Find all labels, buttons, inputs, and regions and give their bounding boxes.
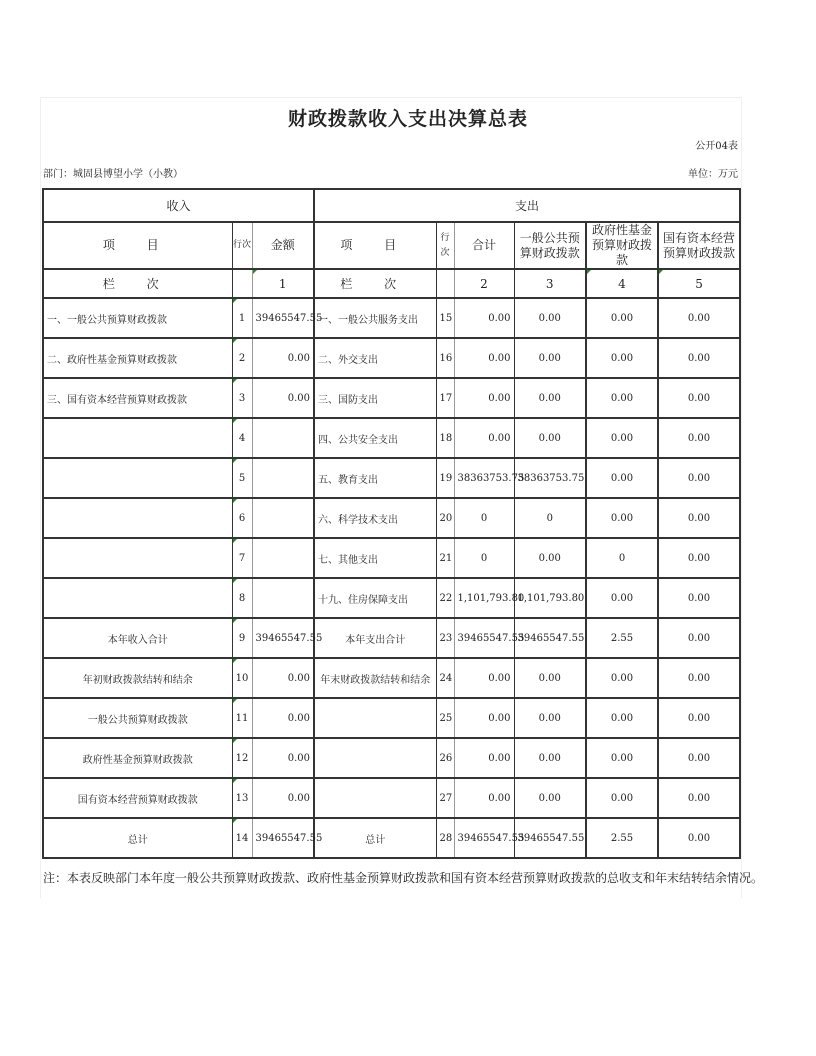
expense-general-budget: 38363753.75 — [514, 458, 586, 498]
income-item: 本年收入合计 — [43, 618, 232, 658]
expense-total: 0.00 — [454, 658, 514, 698]
expense-row-number: 15 — [436, 298, 454, 338]
income-row-number: 9 — [232, 618, 252, 658]
income-row-number: 14 — [232, 818, 252, 858]
income-item-header: 项 目 — [43, 222, 232, 269]
expense-item: 总计 — [314, 818, 436, 858]
expense-total: 38363753.75 — [454, 458, 514, 498]
income-item: 总计 — [43, 818, 232, 858]
expense-item: 六、科学技术支出 — [314, 498, 436, 538]
income-item — [43, 498, 232, 538]
expense-general-budget: 0.00 — [514, 658, 586, 698]
expense-gov-fund: 0.00 — [586, 578, 658, 618]
page-title: 财政拨款收入支出决算总表 — [287, 108, 528, 130]
expense-general-budget: 39465547.55 — [514, 818, 586, 858]
expense-row-number: 26 — [436, 738, 454, 778]
expense-item: 年末财政拨款结转和结余 — [314, 658, 436, 698]
expense-column-label: 栏 次 — [314, 269, 436, 298]
table-row — [43, 698, 740, 738]
income-amount — [252, 458, 314, 498]
expense-row-number: 24 — [436, 658, 454, 698]
table-row — [43, 498, 740, 538]
expense-state-capital: 0.00 — [658, 578, 740, 618]
expense-state-capital: 0.00 — [658, 818, 740, 858]
expense-general-budget: 0.00 — [514, 738, 586, 778]
expense-gov-fund: 0.00 — [586, 338, 658, 378]
table-row — [43, 338, 740, 378]
department-label: 部门：城固县博望小学（小教） — [43, 169, 183, 180]
column-number-row — [43, 269, 740, 298]
income-item — [43, 578, 232, 618]
expense-total: 39465547.55 — [454, 818, 514, 858]
income-row-number: 10 — [232, 658, 252, 698]
expense-item: 二、外交支出 — [314, 338, 436, 378]
income-item: 国有资本经营预算财政拨款 — [43, 778, 232, 818]
col-num-2: 2 — [454, 269, 514, 298]
income-amount: 0.00 — [252, 698, 314, 738]
expense-item — [314, 738, 436, 778]
expense-general-budget: 1,101,793.80 — [514, 578, 586, 618]
income-amount: 39465547.55 — [252, 818, 314, 858]
expense-state-capital: 0.00 — [658, 298, 740, 338]
expense-gov-fund: 0.00 — [586, 498, 658, 538]
expense-row-number: 22 — [436, 578, 454, 618]
expense-row-number: 17 — [436, 378, 454, 418]
income-row-number: 2 — [232, 338, 252, 378]
income-row-number: 5 — [232, 458, 252, 498]
income-amount: 0.00 — [252, 738, 314, 778]
expense-general-budget: 39465547.55 — [514, 618, 586, 658]
expense-gov-fund: 0.00 — [586, 778, 658, 818]
income-amount: 0.00 — [252, 778, 314, 818]
section-header-row — [43, 189, 740, 222]
expense-total: 0 — [454, 498, 514, 538]
income-item — [43, 538, 232, 578]
table-row — [43, 418, 740, 458]
expense-total: 0 — [454, 538, 514, 578]
income-item: 年初财政拨款结转和结余 — [43, 658, 232, 698]
income-amount: 0.00 — [252, 338, 314, 378]
expense-item-header: 项 目 — [314, 222, 436, 269]
table-row — [43, 458, 740, 498]
gov-fund-header: 政府性基金预算财政拨款 — [586, 222, 658, 269]
expense-rowno-blank — [436, 269, 454, 298]
income-row-number: 12 — [232, 738, 252, 778]
income-row-number: 11 — [232, 698, 252, 738]
expense-general-budget: 0.00 — [514, 778, 586, 818]
expense-total: 0.00 — [454, 778, 514, 818]
expense-gov-fund: 0.00 — [586, 458, 658, 498]
expense-total: 0.00 — [454, 338, 514, 378]
income-item: 三、国有资本经营预算财政拨款 — [43, 378, 232, 418]
expense-state-capital: 0.00 — [658, 458, 740, 498]
footnote: 注：本表反映部门本年度一般公共预算财政拨款、政府性基金预算财政拨款和国有资本经营预算财政拨款的总收支和年末结转结余情况。 — [43, 871, 764, 885]
expense-rowno-header: 行次 — [436, 222, 454, 269]
income-amount — [252, 538, 314, 578]
expense-gov-fund: 0 — [586, 538, 658, 578]
income-rowno-blank — [232, 269, 252, 298]
expense-row-number: 21 — [436, 538, 454, 578]
expense-total: 0.00 — [454, 698, 514, 738]
income-row-number: 4 — [232, 418, 252, 458]
expense-state-capital: 0.00 — [658, 778, 740, 818]
expense-gov-fund: 0.00 — [586, 658, 658, 698]
expense-item — [314, 698, 436, 738]
income-amount: 39465547.55 — [252, 618, 314, 658]
expense-item: 本年支出合计 — [314, 618, 436, 658]
expense-state-capital: 0.00 — [658, 538, 740, 578]
income-item — [43, 418, 232, 458]
expense-general-budget: 0 — [514, 498, 586, 538]
expense-item — [314, 778, 436, 818]
income-amount: 0.00 — [252, 658, 314, 698]
income-header: 收入 — [43, 189, 314, 222]
expense-state-capital: 0.00 — [658, 698, 740, 738]
table-row — [43, 578, 740, 618]
unit-label: 单位：万元 — [688, 169, 738, 180]
expense-gov-fund: 0.00 — [586, 698, 658, 738]
table-row — [43, 378, 740, 418]
expense-state-capital: 0.00 — [658, 418, 740, 458]
income-amount-header: 金额 — [252, 222, 314, 269]
income-row-number: 1 — [232, 298, 252, 338]
expense-row-number: 23 — [436, 618, 454, 658]
general-budget-header: 一般公共预算财政拨款 — [514, 222, 586, 269]
expense-item: 五、教育支出 — [314, 458, 436, 498]
expense-total: 0.00 — [454, 738, 514, 778]
expense-gov-fund: 0.00 — [586, 738, 658, 778]
form-code: 公开04表 — [695, 141, 738, 152]
expense-item: 四、公共安全支出 — [314, 418, 436, 458]
expense-row-number: 18 — [436, 418, 454, 458]
expense-gov-fund: 0.00 — [586, 418, 658, 458]
expense-gov-fund: 2.55 — [586, 818, 658, 858]
expense-general-budget: 0.00 — [514, 338, 586, 378]
expense-item: 三、国防支出 — [314, 378, 436, 418]
expense-general-budget: 0.00 — [514, 418, 586, 458]
expense-general-budget: 0.00 — [514, 698, 586, 738]
state-capital-header: 国有资本经营预算财政拨款 — [658, 222, 740, 269]
income-item — [43, 458, 232, 498]
expense-state-capital: 0.00 — [658, 498, 740, 538]
expense-state-capital: 0.00 — [658, 618, 740, 658]
expense-state-capital: 0.00 — [658, 738, 740, 778]
income-row-number: 6 — [232, 498, 252, 538]
expense-total: 0.00 — [454, 418, 514, 458]
table-row — [43, 618, 740, 658]
col-num-1: 1 — [252, 269, 314, 298]
income-item: 一、一般公共预算财政拨款 — [43, 298, 232, 338]
expense-row-number: 20 — [436, 498, 454, 538]
income-column-label: 栏 次 — [43, 269, 232, 298]
col-num-3: 3 — [514, 269, 586, 298]
table-row — [43, 658, 740, 698]
income-row-number: 7 — [232, 538, 252, 578]
income-amount — [252, 578, 314, 618]
table-row — [43, 818, 740, 858]
income-amount — [252, 498, 314, 538]
column-header-row — [43, 222, 740, 269]
expense-state-capital: 0.00 — [658, 378, 740, 418]
expense-total: 1,101,793.80 — [454, 578, 514, 618]
expense-state-capital: 0.00 — [658, 658, 740, 698]
expense-general-budget: 0.00 — [514, 298, 586, 338]
expense-total: 0.00 — [454, 378, 514, 418]
expense-item: 十九、住房保障支出 — [314, 578, 436, 618]
table-row — [43, 298, 740, 338]
income-rowno-header: 行次 — [232, 222, 252, 269]
income-row-number: 13 — [232, 778, 252, 818]
total-header: 合计 — [454, 222, 514, 269]
income-row-number: 8 — [232, 578, 252, 618]
expense-total: 39465547.55 — [454, 618, 514, 658]
income-item: 政府性基金预算财政拨款 — [43, 738, 232, 778]
income-item: 一般公共预算财政拨款 — [43, 698, 232, 738]
income-amount — [252, 418, 314, 458]
expense-item: 七、其他支出 — [314, 538, 436, 578]
expense-row-number: 19 — [436, 458, 454, 498]
table-row — [43, 778, 740, 818]
expense-row-number: 16 — [436, 338, 454, 378]
expense-general-budget: 0.00 — [514, 538, 586, 578]
income-amount: 39465547.55 — [252, 298, 314, 338]
expense-general-budget: 0.00 — [514, 378, 586, 418]
expense-row-number: 28 — [436, 818, 454, 858]
income-row-number: 3 — [232, 378, 252, 418]
table-row — [43, 738, 740, 778]
table-row — [43, 538, 740, 578]
expense-gov-fund: 0.00 — [586, 378, 658, 418]
expense-total: 0.00 — [454, 298, 514, 338]
expense-state-capital: 0.00 — [658, 338, 740, 378]
col-num-4: 4 — [586, 269, 658, 298]
budget-table — [42, 188, 741, 859]
col-num-5: 5 — [658, 269, 740, 298]
income-amount: 0.00 — [252, 378, 314, 418]
expense-item: 一、一般公共服务支出 — [314, 298, 436, 338]
expense-row-number: 25 — [436, 698, 454, 738]
expense-gov-fund: 0.00 — [586, 298, 658, 338]
expense-gov-fund: 2.55 — [586, 618, 658, 658]
income-item: 二、政府性基金预算财政拨款 — [43, 338, 232, 378]
expense-header: 支出 — [314, 189, 740, 222]
expense-row-number: 27 — [436, 778, 454, 818]
